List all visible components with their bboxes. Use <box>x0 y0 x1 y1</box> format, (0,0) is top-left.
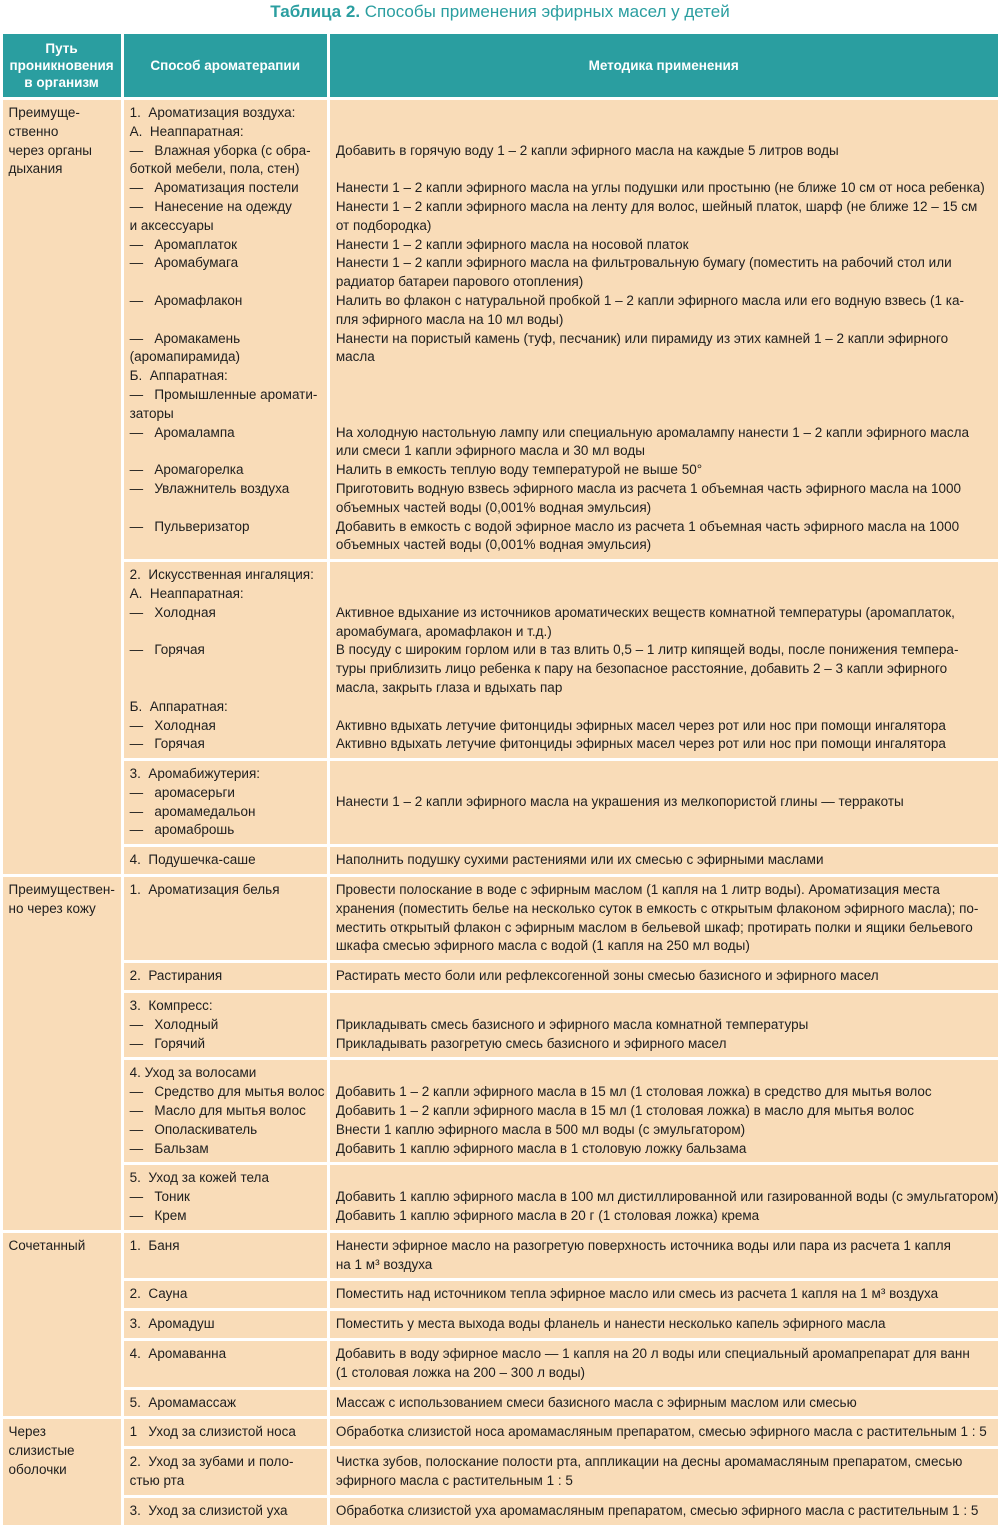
method-cell <box>124 100 327 559</box>
cell-line: — Ароматизация постели <box>129 180 299 196</box>
cell-line: 4. Аромаванна <box>129 1346 227 1362</box>
cell-line: — Нанесение на одежду <box>129 198 292 214</box>
table-row <box>3 761 998 844</box>
cell-line <box>336 1169 992 1188</box>
cell-line: Добавить 1 – 2 капли эфирного масла в 15 мл (1 столовая ложка) в средство для мытья волос <box>335 1084 932 1100</box>
table-row <box>3 1341 998 1387</box>
cell-line: Наполнить подушку сухими растениями или их смесью с эфирными маслами <box>335 852 824 868</box>
technique-cell <box>330 993 998 1057</box>
cell-line: — Промышленные аромати- <box>129 386 318 402</box>
cell-line: Сочетанный <box>8 1237 86 1253</box>
cell-line: А. Неаппаратная: <box>129 585 244 601</box>
cell-line <box>130 623 321 642</box>
cell-line: Нанести 1 – 2 капли эфирного масла на углы подушки или простыню (не ближе 10 см от носа ребенка) <box>335 180 985 196</box>
cell-line: — Холодный <box>129 1016 219 1032</box>
cell-line <box>336 104 992 123</box>
cell-line: аромабумага, аромафлакон и т.д.) <box>335 623 552 639</box>
cell-line: 3. Уход за слизистой уха <box>129 1502 288 1518</box>
table-row <box>3 1390 998 1417</box>
cell-line: — Холодная <box>129 604 216 620</box>
cell-line: Добавить в емкость с водой эфирное масло из расчета 1 объемная часть эфирного масла на 1000 <box>335 518 960 534</box>
cell-line: На холодную настольную лампу или специальную аромалампу нанести 1 – 2 капли эфирного масла <box>335 424 970 440</box>
cell-line: Добавить 1 каплю эфирного масла в 1 столовую ложку бальзама <box>335 1140 747 1156</box>
technique-cell <box>330 100 998 559</box>
technique-cell <box>330 1419 998 1446</box>
table-row <box>3 1498 998 1525</box>
cell-line: — Аромагорелка <box>129 462 244 478</box>
cell-line: — Горячая <box>129 642 205 658</box>
cell-line: хранения (поместить белье на несколько суток в емкость с открытым флаконом эфирного масла); по- <box>335 900 979 916</box>
cell-line: (аромапирамида) <box>129 349 240 365</box>
table-row <box>3 993 998 1057</box>
cell-line <box>336 160 992 179</box>
cell-line: Нанести 1 – 2 капли эфирного масла на носовой платок <box>335 236 689 252</box>
table-row <box>3 1281 998 1308</box>
cell-line <box>336 698 992 717</box>
cell-line: масла <box>335 349 375 365</box>
cell-line: масла, закрыть глаза и вдыхать пар <box>335 679 563 695</box>
cell-line: Массаж с использованием смеси базисного масла с эфирным маслом или смесью <box>335 1394 857 1410</box>
cell-line: 2. Искусственная ингаляция: <box>129 567 314 583</box>
cell-line: — Пульверизатор <box>129 518 250 534</box>
cell-line: Активно вдыхать летучие фитонциды эфирных масел через рот или нос при помощи ингалятора <box>335 736 946 752</box>
cell-line: слизистые <box>8 1443 75 1459</box>
cell-line: Через <box>8 1424 46 1440</box>
cell-line: Прикладывать разогретую смесь базисного и эфирного масел <box>335 1035 727 1051</box>
cell-line: 2. Уход за зубами и поло- <box>129 1454 294 1470</box>
method-cell <box>124 761 327 844</box>
cell-line: боткой мебели, пола, стен) <box>129 161 300 177</box>
cell-line: — Влажная уборка (с обра- <box>129 142 311 158</box>
technique-cell <box>330 761 998 844</box>
cell-line: — Аромалампа <box>129 424 235 440</box>
method-cell <box>124 1498 327 1525</box>
technique-cell <box>330 1390 998 1417</box>
cell-line: — Аромаплаток <box>129 236 238 252</box>
cell-line: 4. Уход за волосами <box>129 1065 257 1081</box>
cell-line: Обработка слизистой уха аромамасляным препаратом, смесью эфирного масла с растительным 1 : 5 <box>335 1502 979 1518</box>
cell-line: Поместить над источником тепла эфирное масло или смесь из расчета 1 капля на 1 м³ воздуха <box>335 1286 939 1302</box>
cell-line: Внести 1 каплю эфирного масла в 500 мл воды (с эмульгатором) <box>335 1121 746 1137</box>
cell-line <box>336 405 992 424</box>
table-number: Таблица 2. <box>270 2 361 21</box>
path-cell <box>3 1233 121 1417</box>
cell-line: 1. Ароматизация белья <box>129 882 280 898</box>
cell-line: Нанести эфирное масло на разогретую поверхность источника воды или пара из расчета 1 капля <box>335 1237 951 1253</box>
technique-cell <box>330 1498 998 1525</box>
table-row <box>3 562 998 758</box>
cell-line: — аромасерьги <box>129 784 235 800</box>
method-cell <box>124 1449 327 1495</box>
cell-line: Налить в емкость теплую воду температурой не выше 50° <box>335 462 703 478</box>
cell-line: Нанести 1 – 2 капли эфирного масла на ленту для волос, шейный платок, шарф (не ближе 12 – 15 см <box>335 198 978 214</box>
table-row <box>3 1419 998 1446</box>
method-cell <box>124 1165 327 1229</box>
header-path: Путь проникновения в организм <box>3 34 121 97</box>
cell-line: шкафа смесью эфирного масла с водой (1 капля на 250 мл воды) <box>335 938 750 954</box>
table-body <box>3 100 998 1525</box>
cell-line: пля эфирного масла на 10 мл воды) <box>335 311 564 327</box>
cell-line: Активно вдыхать летучие фитонциды эфирных масел через рот или нос при помощи ингалятора <box>335 717 946 733</box>
cell-line: 3. Компресс: <box>129 998 213 1014</box>
cell-line: Растирать место боли или рефлексогенной зоны смесью базисного и эфирного масел <box>335 968 879 984</box>
technique-cell <box>330 963 998 990</box>
cell-line: объемных частей воды (0,001% водная эмульсия) <box>335 537 652 553</box>
cell-line: — Аромабумага <box>129 255 239 271</box>
cell-line: Провести полоскание в воде с эфирным маслом (1 капля на 1 литр воды). Ароматизация места <box>335 882 940 898</box>
cell-line <box>336 367 992 386</box>
cell-line: Поместить у места выхода воды фланель и нанести несколько капель эфирного масла <box>335 1316 886 1332</box>
cell-line: Б. Аппаратная: <box>129 698 228 714</box>
cell-line: 5. Аромамассаж <box>129 1394 237 1410</box>
cell-line: — Масло для мытья волос <box>129 1103 306 1119</box>
cell-line: оболочки <box>8 1462 67 1477</box>
cell-line <box>130 442 321 461</box>
header-row <box>3 34 998 97</box>
technique-cell <box>330 562 998 758</box>
cell-line: — Горячий <box>129 1035 206 1051</box>
cell-line: Преимуще- <box>8 105 80 120</box>
cell-line: — аромамедальон <box>129 803 256 819</box>
technique-cell <box>330 1449 998 1495</box>
cell-line: В посуду с широким горлом или в таз влить 0,5 – 1 литр кипящей воды, после понижения темпера- <box>335 642 959 658</box>
technique-cell <box>330 1233 998 1279</box>
cell-line: и аксессуары <box>129 217 214 233</box>
cell-line: но через кожу <box>8 900 96 916</box>
cell-line: дыхания <box>8 161 63 177</box>
method-cell <box>124 847 327 874</box>
cell-line: — Бальзам <box>129 1140 209 1156</box>
cell-line <box>130 660 321 679</box>
table-caption <box>0 0 1000 32</box>
cell-line: эфирного масла с растительным 1 : 5 <box>335 1473 573 1488</box>
cell-line: 2. Растирания <box>129 968 223 984</box>
cell-line <box>336 997 992 1016</box>
technique-cell <box>330 1060 998 1162</box>
cell-line <box>130 536 321 555</box>
cell-line: 5. Уход за кожей тела <box>129 1170 269 1186</box>
path-cell <box>3 100 121 874</box>
cell-line: или смеси 1 капли эфирного масла и 30 мл воды <box>335 443 645 459</box>
methods-table <box>0 31 1000 1528</box>
cell-line: 3. Аромабижутерия: <box>129 766 261 782</box>
cell-line: объемных частей воды (0,001% водная эмульсия) <box>335 499 652 515</box>
cell-line: Активное вдыхание из источников ароматических веществ комнатной температуры (аромаплаток, <box>335 604 955 620</box>
header-method: Способ ароматерапии <box>124 34 327 97</box>
cell-line: через органы <box>8 142 93 158</box>
table-row <box>3 1233 998 1279</box>
table-row <box>3 100 998 559</box>
technique-cell <box>330 1311 998 1338</box>
cell-line: от подбородка) <box>335 217 432 233</box>
cell-line <box>130 679 321 698</box>
cell-line: А. Неаппаратная: <box>129 123 244 139</box>
cell-line: 1. Баня <box>129 1237 180 1253</box>
path-cell <box>3 877 121 1230</box>
table-row <box>3 877 998 960</box>
cell-line <box>336 585 992 604</box>
technique-cell <box>330 847 998 874</box>
cell-line: — Ополаскиватель <box>129 1121 258 1137</box>
cell-line <box>336 1064 992 1083</box>
cell-line: — Аромафлакон <box>129 292 243 308</box>
cell-line: Обработка слизистой носа аромамасляным препаратом, смесью эфирного масла с растительным 1 : 5 <box>335 1424 987 1440</box>
cell-line: Добавить 1 – 2 капли эфирного масла в 15 мл (1 столовая ложка) в масло для мытья волос <box>335 1103 914 1119</box>
cell-line: Преимуществен- <box>8 882 115 898</box>
cell-line: — Крем <box>129 1208 187 1224</box>
cell-line: ственно <box>8 123 59 139</box>
cell-line: заторы <box>129 405 174 421</box>
table-row <box>3 847 998 874</box>
cell-line <box>130 499 321 518</box>
method-cell <box>124 1341 327 1387</box>
table-row <box>3 1311 998 1338</box>
method-cell <box>124 993 327 1057</box>
cell-line: Б. Аппаратная: <box>129 368 228 384</box>
cell-line: (1 столовая ложка на 200 – 300 л воды) <box>335 1364 586 1380</box>
cell-line <box>130 273 321 292</box>
cell-line: Нанести 1 – 2 капли эфирного масла на фильтровальную бумагу (поместить на рабочий стол или <box>335 255 952 271</box>
cell-line: 2. Сауна <box>129 1286 188 1302</box>
technique-cell <box>330 1281 998 1308</box>
cell-line: стью рта <box>129 1473 185 1488</box>
cell-line: Приготовить водную взвесь эфирного масла из расчета 1 объемная часть эфирного масла на 1000 <box>335 480 962 496</box>
technique-cell <box>330 1341 998 1387</box>
cell-line: — Холодная <box>129 717 216 733</box>
cell-line: 3. Аромадуш <box>129 1316 215 1332</box>
cell-line <box>336 123 992 142</box>
cell-line: — Средство для мытья волос <box>129 1084 325 1100</box>
cell-line: Налить во флакон с натуральной пробкой 1 – 2 капли эфирного масла или его водную взвесь (1 ка- <box>335 292 964 308</box>
method-cell <box>124 1233 327 1279</box>
method-cell <box>124 1390 327 1417</box>
cell-line: 1. Ароматизация воздуха: <box>129 105 296 120</box>
method-cell <box>124 562 327 758</box>
cell-line: — Горячая <box>129 736 205 752</box>
cell-line: местить открытый флакон с эфирным маслом в бельевой шкаф; протирать полки и ящики бельевого <box>335 919 973 935</box>
cell-line: Нанести 1 – 2 капли эфирного масла на украшения из мелкопористой глины — терракоты <box>335 794 904 810</box>
cell-line: Добавить в воду эфирное масло — 1 капля на 20 л воды или специальный аромапрепарат для ванн <box>335 1346 970 1362</box>
table-row <box>3 963 998 990</box>
table-row <box>3 1449 998 1495</box>
cell-line: Добавить 1 каплю эфирного масла в 100 мл дистиллированной или газированной воды (с эмульгатором) <box>335 1189 999 1205</box>
path-cell <box>3 1419 121 1524</box>
table-title: Способы применения эфирных масел у детей <box>364 2 730 21</box>
cell-line: радиатор батареи парового отопления) <box>335 274 584 290</box>
cell-line: — Аромакамень <box>129 330 241 346</box>
technique-cell <box>330 1165 998 1229</box>
cell-line: Прикладывать смесь базисного и эфирного масла комнатной температуры <box>335 1016 809 1032</box>
cell-line: Нанести на пористый камень (туф, песчаник) или пирамиду из этих камней 1 – 2 капли эфирного <box>335 330 949 346</box>
method-cell <box>124 1060 327 1162</box>
cell-line: на 1 м³ воздуха <box>335 1256 433 1272</box>
cell-line: — Тоник <box>129 1189 190 1205</box>
cell-line: — аромаброшь <box>129 822 235 838</box>
method-cell <box>124 1281 327 1308</box>
cell-line: Добавить в горячую воду 1 – 2 капли эфирного масла на каждые 5 литров воды <box>335 142 839 158</box>
table-row <box>3 1165 998 1229</box>
table-row <box>3 1060 998 1162</box>
cell-line: туры приблизить лицо ребенка к пару на безопасное расстояние, добавить 2 – 3 капли эфирного <box>335 661 948 677</box>
cell-line: 4. Подушечка-саше <box>129 852 256 868</box>
method-cell <box>124 1419 327 1446</box>
cell-line: Добавить 1 каплю эфирного масла в 20 г (1 столовая ложка) крема <box>335 1208 760 1224</box>
method-cell <box>124 877 327 960</box>
method-cell <box>124 963 327 990</box>
method-cell <box>124 1311 327 1338</box>
cell-line: Чистка зубов, полоскание полости рта, аппликации на десны аромамасляным препаратом, смесью <box>335 1454 963 1470</box>
header-technique: Методика применения <box>330 34 998 97</box>
cell-line <box>336 386 992 405</box>
cell-line: 1 Уход за слизистой носа <box>129 1424 296 1440</box>
cell-line <box>336 566 992 585</box>
technique-cell <box>330 877 998 960</box>
cell-line: — Увлажнитель воздуха <box>129 480 290 496</box>
cell-line <box>130 311 321 330</box>
